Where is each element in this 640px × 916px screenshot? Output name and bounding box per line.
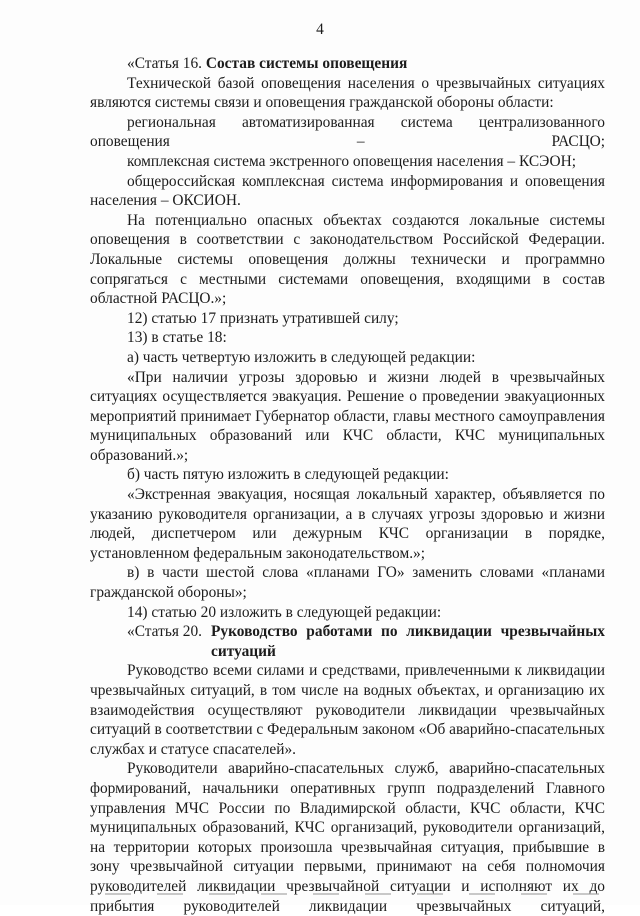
item-13-b: б) часть пятую изложить в следующей редакции: [127,466,449,484]
article-16-heading [90,54,605,74]
item-13-b-text: «Экстренная эвакуация, носящая локальный характер, объявляется по указанию руководителя организации, а в случаях угрозы здоровью и жизни людей, диспетчером или дежурным КЧС организации в порядке, установленном федеральным законодательством.»; [90,486,605,562]
article-16-paragraph-5: На потенциально опасных объектах создаются локальные системы оповещения в соответствии с законодательством Российской Федерации. Локальные системы оповещения должны технически и программно сопрягаться с местными системами оповещения, входящими в состав областной РАСЦО.»; [90,211,605,308]
item-13-v: в) в части шестой слова «планами ГО» заменить словами «планами гражданской обороны»; [90,564,605,602]
article-20-label: «Статья 20. [127,623,203,641]
article-20-paragraph-2: Руководители аварийно-спасательных служб, аварийно-спасательных формирований, начальники оперативных групп подразделений Главного управления МЧС России по Владимирской области, КЧС области, КЧС муниципальных образований, КЧС организаций, руководители организаций, на территории которых произошла чрезвычайная ситуация, прибывшие в зону чрезвычайной ситуации первыми, принимают на себя полномочия руководителей ликвидации чрезвычайной ситуации и исполняют их до прибытия руководителей ликвидации чрезвычайных ситуаций, [90,760,605,915]
article-16-paragraph-4: общероссийская комплексная система информирования и оповещения населения – ОКСИОН. [90,172,605,210]
article-16-paragraph-2: региональная автоматизированная система централизованного оповещения – РАСЦО; [90,113,605,151]
item-13: 13) в статье 18: [127,329,227,347]
scan-artifact-line [105,893,615,895]
item-13-a: а) часть четвертую изложить в следующей редакции: [127,348,476,366]
article-16-title: Состав системы оповещения [205,55,408,72]
article-20-paragraph-1: Руководство всеми силами и средствами, привлеченными к ликвидации чрезвычайных ситуаций, в том числе на водных объектах, и организацию их взаимодействия осуществляют руководители ликвидации чрезвычайных ситуаций в соответствии с Федеральным законом «Об аварийно-спасательных службах и статусе спасателей». [90,662,605,758]
article-16-label: «Статья 16. [127,55,203,72]
item-12: 12) статью 17 признать утратившей силу; [127,309,399,327]
item-14: 14) статью 20 изложить в следующей редакции: [127,603,442,621]
page-number: 4 [316,21,324,38]
article-20-heading [90,622,605,661]
item-13-a-text: «При наличии угрозы здоровью и жизни людей в чрезвычайных ситуациях осуществляется эвакуация. Решение о проведении эвакуационных мероприятий принимает Губернатор области, главы местного самоуправления муниципальных образований или КЧС области, КЧС муниципальных образований.»; [90,368,605,464]
document-body [90,54,605,916]
article-16-paragraph-3: комплексная система экстренного оповещения населения – КСЭОН; [127,152,576,170]
article-16-paragraph-1: Технической базой оповещения населения о чрезвычайных ситуациях являются системы связи и оповещения гражданской обороны области: [90,74,605,112]
article-20-title: Руководство работами по ликвидации чрезвычайных ситуаций [211,623,605,660]
